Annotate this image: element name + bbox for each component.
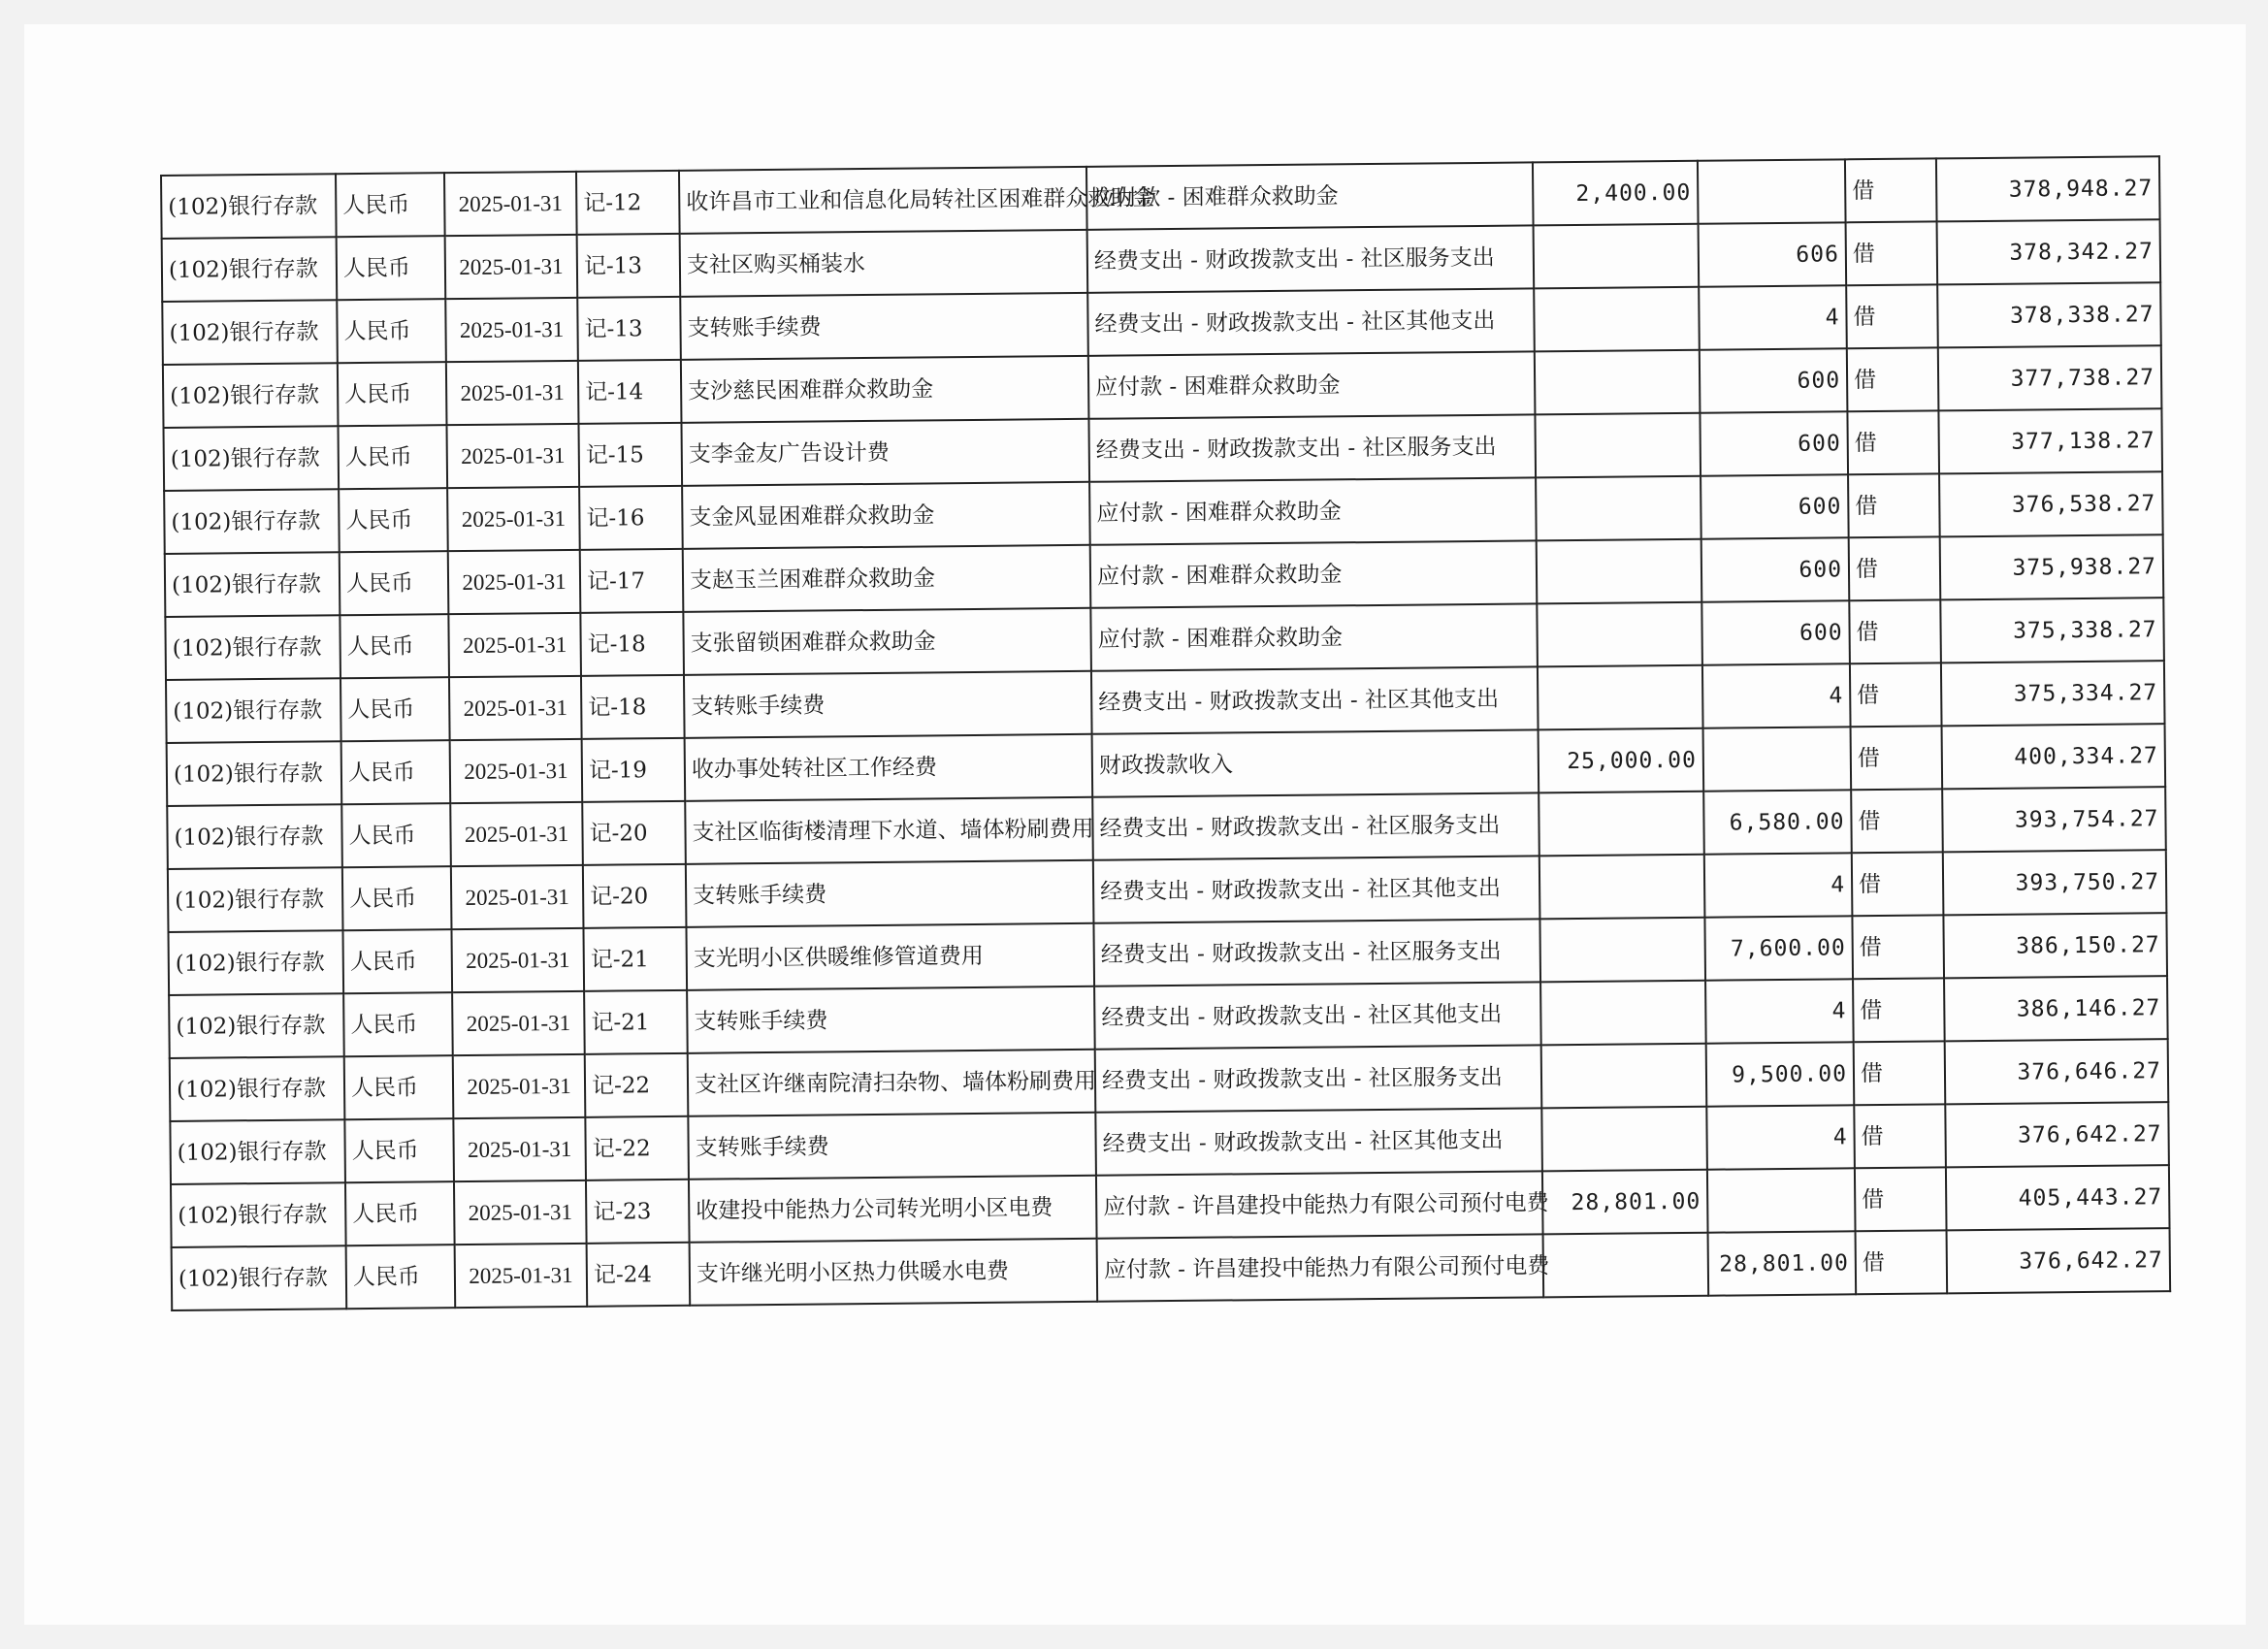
credit-cell: 6,580.00 — [1703, 790, 1852, 854]
credit-cell: 9,500.00 — [1706, 1042, 1855, 1106]
summary-cell: 支转账手续费 — [686, 860, 1094, 927]
date-cell: 2025-01-31 — [451, 865, 584, 929]
voucher-cell: 记-14 — [578, 360, 682, 424]
balance-cell: 377,738.27 — [1938, 345, 2162, 410]
date-cell: 2025-01-31 — [449, 676, 582, 740]
date-cell: 2025-01-31 — [453, 1054, 586, 1118]
credit-cell: 600 — [1701, 474, 1849, 538]
counter-account-cell: 应付款 - 困难群众救助金 — [1090, 603, 1538, 670]
voucher-cell: 记-17 — [580, 549, 684, 613]
voucher-cell: 记-18 — [580, 612, 684, 676]
date-cell: 2025-01-31 — [446, 361, 579, 425]
debit-cell — [1540, 981, 1706, 1046]
summary-cell: 支赵玉兰困难群众救助金 — [683, 545, 1091, 612]
date-cell: 2025-01-31 — [455, 1244, 588, 1308]
direction-cell: 借 — [1848, 473, 1940, 537]
currency-cell: 人民币 — [340, 677, 450, 741]
direction-cell: 借 — [1854, 1041, 1946, 1105]
direction-cell: 借 — [1852, 915, 1944, 979]
counter-account-cell: 应付款 - 困难群众救助金 — [1086, 162, 1534, 229]
counter-account-cell: 经费支出 - 财政拨款支出 - 社区服务支出 — [1092, 792, 1539, 859]
date-cell: 2025-01-31 — [445, 298, 578, 362]
debit-cell — [1543, 1233, 1709, 1298]
date-cell: 2025-01-31 — [444, 172, 577, 236]
counter-account-cell: 经费支出 - 财政拨款支出 - 社区其他支出 — [1095, 1108, 1542, 1175]
debit-cell — [1541, 1044, 1707, 1109]
date-cell: 2025-01-31 — [454, 1180, 587, 1245]
currency-cell: 人民币 — [337, 236, 446, 300]
balance-cell: 375,334.27 — [1941, 661, 2165, 726]
summary-cell: 收建投中能热力公司转光明小区电费 — [689, 1176, 1097, 1243]
summary-cell: 支社区许继南院清扫杂物、墙体粉刷费用 — [688, 1050, 1096, 1116]
voucher-cell: 记-21 — [583, 927, 687, 991]
summary-cell: 支张留锁困难群众救助金 — [683, 608, 1091, 675]
credit-cell: 4 — [1699, 285, 1847, 349]
credit-cell: 4 — [1704, 853, 1853, 917]
direction-cell: 借 — [1845, 158, 1937, 222]
currency-cell: 人民币 — [340, 614, 449, 678]
date-cell: 2025-01-31 — [448, 613, 581, 677]
voucher-cell: 记-18 — [581, 675, 685, 739]
direction-cell: 借 — [1852, 852, 1944, 916]
credit-cell: 4 — [1705, 979, 1854, 1043]
balance-cell: 376,646.27 — [1945, 1039, 2169, 1104]
currency-cell: 人民币 — [340, 551, 449, 615]
debit-cell — [1539, 918, 1705, 983]
balance-cell: 375,938.27 — [1940, 534, 2164, 599]
currency-cell: 人民币 — [337, 299, 446, 363]
direction-cell: 借 — [1851, 726, 1943, 790]
currency-cell: 人民币 — [343, 992, 453, 1056]
currency-cell: 人民币 — [341, 803, 451, 867]
currency-cell: 人民币 — [336, 173, 445, 237]
debit-cell: 25,000.00 — [1539, 728, 1704, 793]
account-cell: (102)银行存款 — [162, 237, 338, 302]
summary-cell: 支金风显困难群众救助金 — [682, 482, 1090, 549]
voucher-cell: 记-13 — [577, 234, 681, 298]
summary-cell: 支社区购买桶装水 — [680, 230, 1088, 297]
currency-cell: 人民币 — [341, 740, 451, 804]
summary-cell: 支社区临街楼清理下水道、墙体粉刷费用 — [685, 797, 1093, 864]
balance-cell: 375,338.27 — [1940, 598, 2164, 663]
date-cell: 2025-01-31 — [450, 802, 583, 866]
direction-cell: 借 — [1855, 1167, 1947, 1231]
balance-cell: 376,538.27 — [1939, 471, 2163, 536]
direction-cell: 借 — [1854, 1104, 1946, 1168]
counter-account-cell: 经费支出 - 财政拨款支出 - 社区服务支出 — [1087, 225, 1535, 292]
direction-cell: 借 — [1851, 789, 1943, 853]
debit-cell — [1537, 539, 1702, 604]
summary-cell: 支许继光明小区热力供暖水电费 — [690, 1239, 1098, 1306]
currency-cell: 人民币 — [344, 1055, 454, 1119]
credit-cell: 28,801.00 — [1708, 1231, 1857, 1295]
voucher-cell: 记-15 — [578, 423, 682, 487]
balance-cell: 376,642.27 — [1945, 1102, 2169, 1167]
balance-cell: 393,754.27 — [1942, 787, 2166, 852]
balance-cell: 378,948.27 — [1936, 156, 2160, 221]
currency-cell: 人民币 — [344, 1118, 454, 1182]
ledger-container — [160, 155, 2169, 1311]
date-cell: 2025-01-31 — [445, 235, 578, 299]
summary-cell: 支李金友广告设计费 — [681, 419, 1089, 486]
direction-cell: 借 — [1853, 978, 1945, 1042]
direction-cell: 借 — [1850, 663, 1942, 727]
credit-cell — [1707, 1168, 1856, 1232]
direction-cell: 借 — [1847, 347, 1939, 411]
currency-cell: 人民币 — [345, 1181, 455, 1245]
date-cell: 2025-01-31 — [448, 550, 581, 614]
voucher-cell: 记-20 — [583, 864, 687, 928]
counter-account-cell: 财政拨款收入 — [1092, 729, 1539, 796]
voucher-cell: 记-24 — [587, 1243, 691, 1307]
credit-cell: 606 — [1699, 222, 1847, 286]
credit-cell: 600 — [1700, 348, 1848, 412]
summary-cell: 支转账手续费 — [687, 986, 1095, 1053]
debit-cell — [1534, 287, 1700, 352]
account-cell: (102)银行存款 — [167, 741, 342, 806]
account-cell: (102)银行存款 — [171, 1182, 346, 1247]
counter-account-cell: 经费支出 - 财政拨款支出 - 社区服务支出 — [1088, 414, 1536, 481]
credit-cell: 600 — [1700, 411, 1848, 475]
date-cell: 2025-01-31 — [453, 1117, 586, 1181]
account-cell: (102)银行存款 — [170, 1056, 345, 1121]
debit-cell — [1539, 792, 1704, 857]
direction-cell: 借 — [1846, 284, 1938, 348]
account-cell: (102)银行存款 — [166, 678, 341, 743]
balance-cell: 405,443.27 — [1946, 1165, 2170, 1230]
summary-cell: 支转账手续费 — [688, 1113, 1096, 1180]
credit-cell: 4 — [1706, 1105, 1855, 1169]
currency-cell: 人民币 — [346, 1245, 456, 1309]
currency-cell: 人民币 — [338, 425, 447, 489]
counter-account-cell: 应付款 - 困难群众救助金 — [1088, 351, 1536, 418]
direction-cell: 借 — [1856, 1230, 1948, 1294]
account-cell: (102)银行存款 — [161, 174, 337, 239]
balance-cell: 378,338.27 — [1937, 282, 2161, 347]
balance-cell: 400,334.27 — [1942, 724, 2166, 789]
voucher-cell: 记-12 — [576, 171, 680, 235]
credit-cell — [1698, 159, 1846, 223]
counter-account-cell: 应付款 - 困难群众救助金 — [1090, 540, 1538, 607]
debit-cell — [1538, 665, 1703, 730]
summary-cell: 支沙慈民困难群众救助金 — [681, 356, 1089, 423]
balance-cell: 386,146.27 — [1944, 976, 2168, 1041]
debit-cell — [1541, 1107, 1707, 1172]
account-cell: (102)银行存款 — [172, 1245, 347, 1310]
voucher-cell: 记-23 — [586, 1180, 690, 1244]
credit-cell — [1703, 727, 1852, 791]
currency-cell: 人民币 — [339, 488, 448, 552]
account-cell: (102)银行存款 — [165, 552, 340, 617]
ledger-body — [161, 156, 2170, 1310]
debit-cell — [1534, 224, 1700, 289]
counter-account-cell: 经费支出 - 财政拨款支出 - 社区服务支出 — [1095, 1045, 1542, 1112]
voucher-cell: 记-20 — [582, 801, 686, 865]
account-cell: (102)银行存款 — [167, 804, 342, 869]
account-cell: (102)银行存款 — [168, 867, 343, 932]
voucher-cell: 记-22 — [585, 1116, 689, 1180]
date-cell: 2025-01-31 — [452, 991, 585, 1055]
account-cell: (102)银行存款 — [163, 363, 339, 428]
direction-cell: 借 — [1847, 410, 1939, 474]
summary-cell: 收许昌市工业和信息化局转社区困难群众救助金 — [679, 167, 1087, 234]
direction-cell: 借 — [1846, 221, 1938, 285]
voucher-cell: 记-13 — [577, 297, 681, 361]
balance-cell: 376,642.27 — [1947, 1228, 2171, 1293]
summary-cell: 收办事处转社区工作经费 — [685, 734, 1093, 801]
account-cell: (102)银行存款 — [164, 489, 340, 554]
voucher-cell: 记-19 — [582, 738, 686, 802]
credit-cell: 600 — [1701, 537, 1850, 601]
debit-cell — [1537, 602, 1702, 667]
account-cell: (102)银行存款 — [170, 1119, 345, 1184]
debit-cell — [1535, 413, 1701, 478]
counter-account-cell: 应付款 - 许昌建投中能热力有限公司预付电费 — [1096, 1171, 1543, 1238]
direction-cell: 借 — [1849, 536, 1941, 600]
voucher-cell: 记-21 — [584, 990, 688, 1054]
debit-cell — [1536, 476, 1701, 541]
date-cell: 2025-01-31 — [447, 487, 580, 551]
debit-cell: 2,400.00 — [1533, 161, 1699, 226]
direction-cell: 借 — [1849, 599, 1941, 663]
credit-cell: 600 — [1701, 600, 1850, 664]
currency-cell: 人民币 — [342, 929, 452, 993]
date-cell: 2025-01-31 — [446, 424, 579, 488]
ledger-table — [160, 155, 2171, 1311]
account-cell: (102)银行存款 — [168, 930, 343, 995]
currency-cell: 人民币 — [342, 866, 452, 930]
debit-cell: 28,801.00 — [1542, 1170, 1708, 1235]
counter-account-cell: 应付款 - 困难群众救助金 — [1089, 477, 1537, 544]
counter-account-cell: 经费支出 - 财政拨款支出 - 社区服务支出 — [1093, 919, 1540, 986]
balance-cell: 377,138.27 — [1938, 408, 2162, 473]
summary-cell: 支转账手续费 — [680, 293, 1088, 360]
credit-cell: 4 — [1702, 663, 1851, 728]
counter-account-cell: 应付款 - 许昌建投中能热力有限公司预付电费 — [1097, 1234, 1544, 1301]
voucher-cell: 记-22 — [585, 1053, 689, 1117]
balance-cell: 378,342.27 — [1937, 219, 2161, 284]
balance-cell: 393,750.27 — [1943, 850, 2167, 915]
account-cell: (102)银行存款 — [162, 300, 338, 365]
date-cell: 2025-01-31 — [451, 928, 584, 992]
voucher-cell: 记-16 — [579, 486, 683, 550]
credit-cell: 7,600.00 — [1704, 916, 1853, 980]
summary-cell: 支光明小区供暖维修管道费用 — [686, 923, 1094, 990]
balance-cell: 386,150.27 — [1943, 913, 2167, 978]
debit-cell — [1535, 350, 1701, 415]
account-cell: (102)银行存款 — [164, 426, 340, 491]
counter-account-cell: 经费支出 - 财政拨款支出 - 社区其他支出 — [1087, 288, 1535, 355]
account-cell: (102)银行存款 — [169, 993, 344, 1058]
currency-cell: 人民币 — [338, 362, 447, 426]
counter-account-cell: 经费支出 - 财政拨款支出 - 社区其他支出 — [1094, 982, 1541, 1049]
counter-account-cell: 经费支出 - 财政拨款支出 - 社区其他支出 — [1093, 856, 1540, 922]
summary-cell: 支转账手续费 — [684, 671, 1092, 738]
date-cell: 2025-01-31 — [450, 739, 583, 803]
debit-cell — [1539, 855, 1705, 920]
account-cell: (102)银行存款 — [165, 615, 340, 680]
counter-account-cell: 经费支出 - 财政拨款支出 - 社区其他支出 — [1091, 666, 1539, 733]
